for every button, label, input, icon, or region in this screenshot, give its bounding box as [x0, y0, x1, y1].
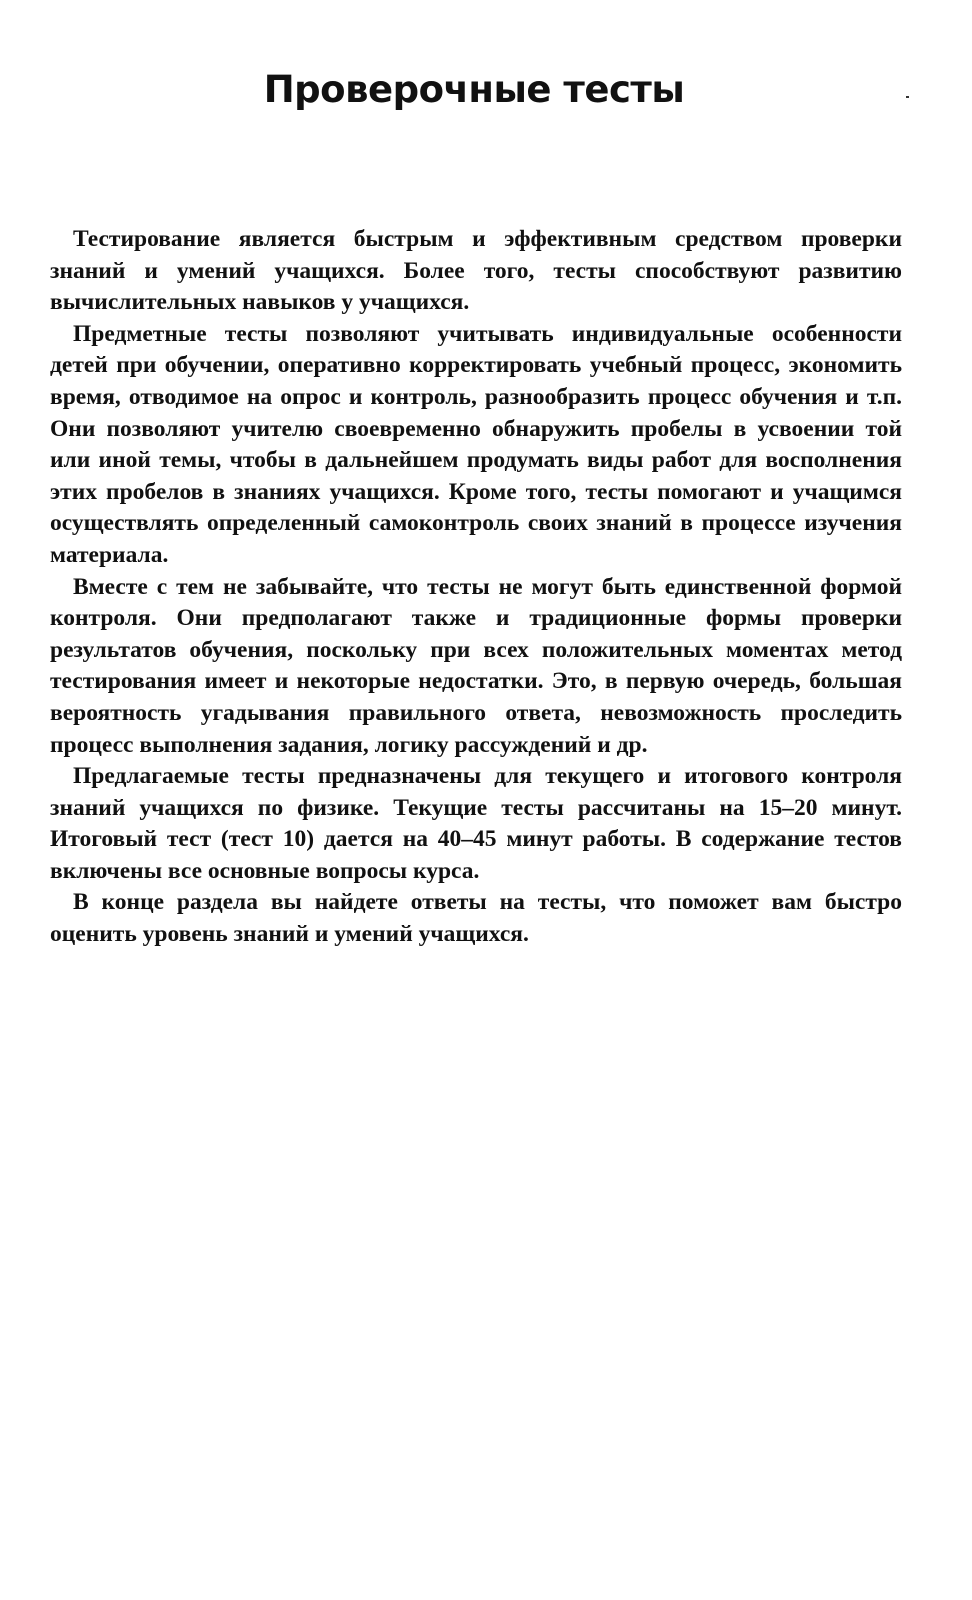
- paragraph-1: Тестирование является быстрым и эффективным средством проверки знаний и умений учащихся. Более того, тесты способствуют развитию вычислительных навыков у учащихся.: [50, 226, 902, 316]
- paragraph-2: Предметные тесты позволяют учитывать индивидуальные особенности детей при обучении, оперативно корректировать учебный процесс, экономить время, отводимое на опрос и контроль, разнообразить процесс обучения и т.п. Они позволяют учителю своевременно обнаружить пробелы в усвоении той или иной темы, чтобы в дальнейшем продумать виды работ для восполнения этих пробелов в знаниях учащихся. Кроме того, тесты помогают и учащимся осуществлять определенный самоконтроль своих знаний в процессе изучения материала.: [50, 320, 902, 568]
- paragraph-4: Предлагаемые тесты предназначены для текущего и итогового контроля знаний учащихся по физике. Текущие тесты рассчитаны на 15–20 минут. Итоговый тест (тест 10) дается на 40–45 минут работы. В содержание тестов включены все основные вопросы курса.: [50, 763, 902, 884]
- body-text: [50, 224, 902, 951]
- page-title: Проверочные тесты: [263, 68, 685, 111]
- paragraph-3: Вместе с тем не забывайте, что тесты не могут быть единственной формой контроля. Они предполагают также и традиционные формы проверки результатов обучения, поскольку при всех положительных моментах метод тестирования имеет и некоторые недостатки. Это, в первую очередь, большая вероятность угадывания правильного ответа, невозможность проследить процесс выполнения задания, логику рассуждений и др.: [50, 573, 902, 758]
- paragraph-5: В конце раздела вы найдете ответы на тесты, что поможет вам быстро оценить уровень знаний и умений учащихся.: [50, 889, 902, 948]
- scan-speck: [906, 96, 909, 98]
